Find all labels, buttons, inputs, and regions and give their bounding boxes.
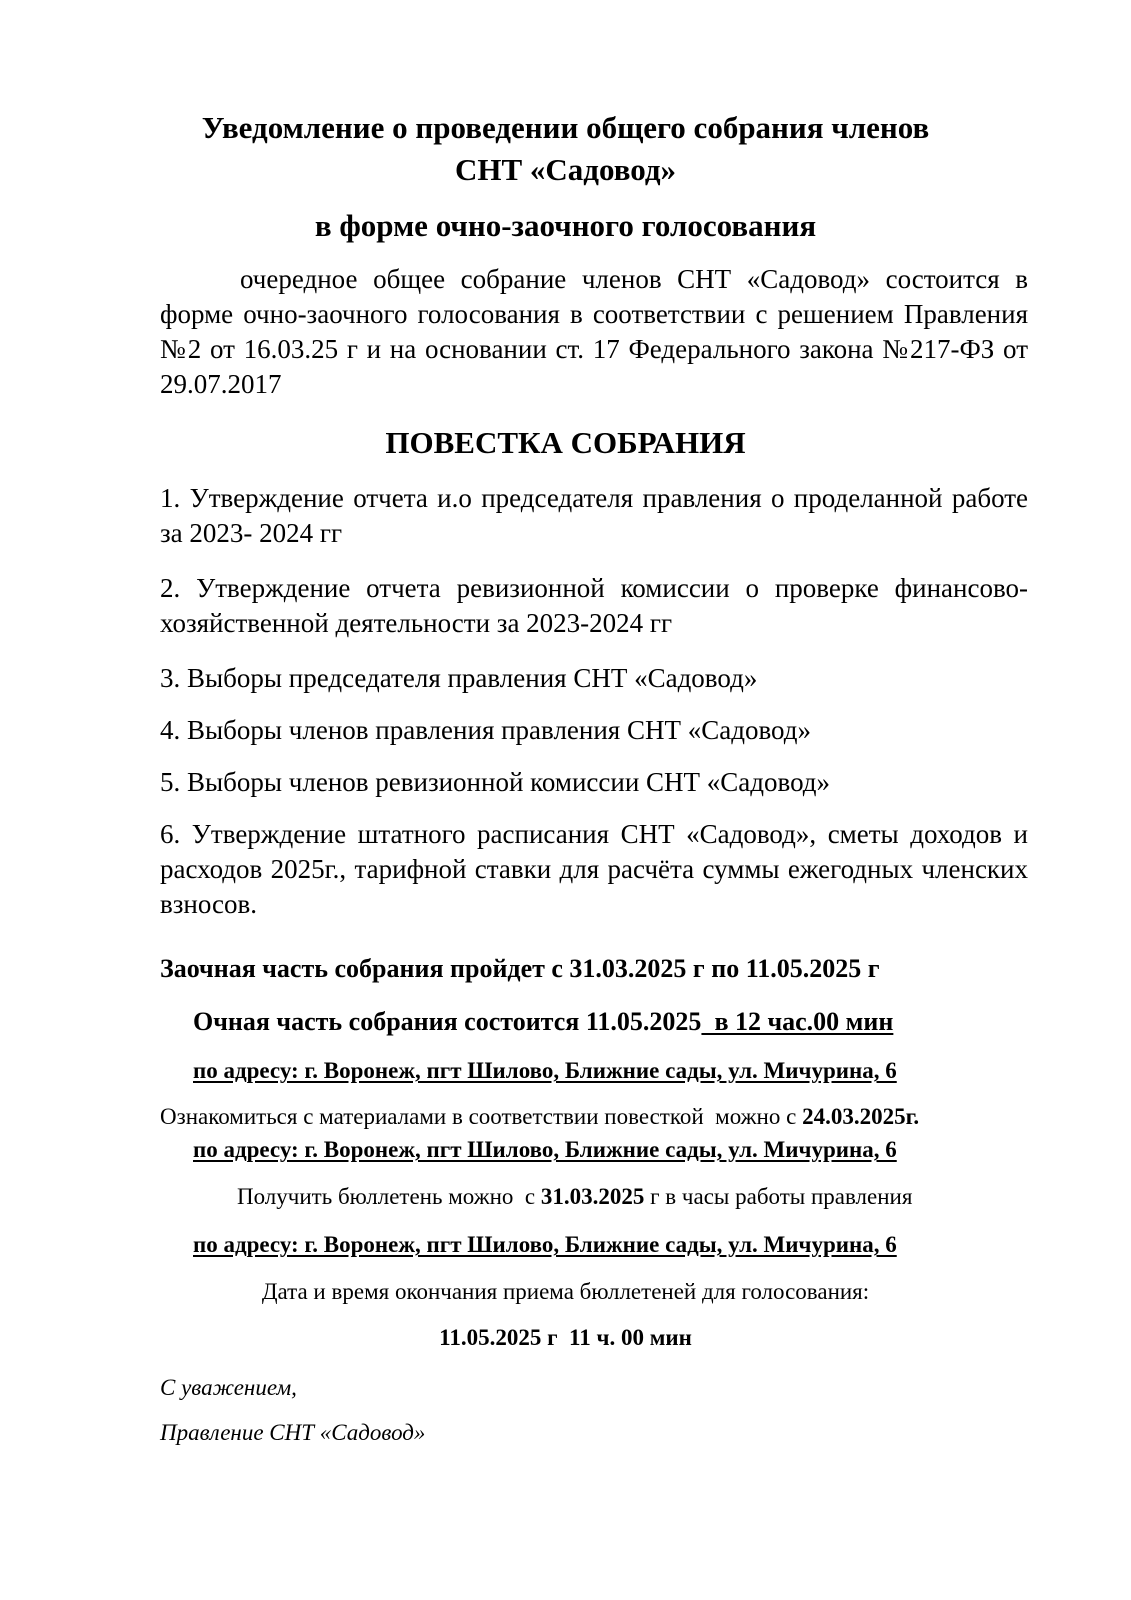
ballot-address: по адресу: г. Воронеж, пгт Шилово, Ближние сады, ул. Мичурина, 6 xyxy=(193,1232,897,1257)
meeting-address: по адресу: г. Воронеж, пгт Шилово, Ближние сады, ул. Мичурина, 6 xyxy=(193,1058,897,1083)
intro-paragraph: очередное общее собрание членов СНТ «Садовод» состоится в форме очно-заочного голосования в соответствии с решением Правления №2 от 16.03.25 г и на основании ст. 17 Федерального закона №217-ФЗ от 29.07.2017 xyxy=(160,264,1028,399)
materials-address: по адресу: г. Воронеж, пгт Шилово, Ближние сады, ул. Мичурина, 6 xyxy=(193,1137,897,1162)
ballot-line xyxy=(237,1184,912,1210)
title-line-2: СНТ «Садовод» xyxy=(454,152,677,187)
deadline-value: 11.05.2025 г 11 ч. 00 мин xyxy=(439,1325,692,1350)
agenda-item-4: 4. Выборы членов правления правления СНТ «Садовод» xyxy=(160,715,811,745)
closing-signature: Правление СНТ «Садовод» xyxy=(160,1420,426,1445)
ballot-date: 31.03.2025 xyxy=(540,1184,645,1209)
materials-date: 24.03.2025г. xyxy=(802,1104,920,1129)
title-line-1: Уведомление о проведении общего собрания членов xyxy=(201,110,930,145)
agenda-item-1: 1. Утверждение отчета и.о председателя правления о проделанной работе за 2023- 2024 гг xyxy=(160,483,1028,548)
agenda-heading: ПОВЕСТКА СОБРАНИЯ xyxy=(385,425,746,460)
deadline-label: Дата и время окончания приема бюллетеней для голосования: xyxy=(261,1279,870,1304)
agenda-item-3: 3. Выборы председателя правления СНТ «Садовод» xyxy=(160,663,758,693)
absentee-part: Заочная часть собрания пройдет с 31.03.2025 г по 11.05.2025 г xyxy=(160,954,880,983)
in-person-date: Очная часть собрания состоится 11.05.2025 xyxy=(193,1007,702,1036)
agenda-item-5: 5. Выборы членов ревизионной комиссии СНТ «Садовод» xyxy=(160,767,831,797)
in-person-time: в 12 час.00 мин xyxy=(701,1007,894,1036)
in-person-part xyxy=(193,1007,893,1037)
closing-regards: С уважением, xyxy=(160,1375,297,1400)
title-line-3: в форме очно-заочного голосования xyxy=(314,208,817,243)
materials-line xyxy=(160,1104,919,1130)
agenda-item-6: 6. Утверждение штатного расписания СНТ «Садовод», сметы доходов и расходов 2025г., тарифной ставки для расчёта суммы ежегодных членских взносов. xyxy=(160,819,1028,919)
ballot-text-after: г в часы работы правления xyxy=(644,1184,913,1209)
materials-text: Ознакомиться с материалами в соответствии повесткой можно с xyxy=(160,1104,803,1129)
ballot-text-before: Получить бюллетень можно с xyxy=(237,1184,541,1209)
agenda-item-2: 2. Утверждение отчета ревизионной комиссии о проверке финансово-хозяйственной деятельности за 2023-2024 гг xyxy=(160,573,1028,638)
